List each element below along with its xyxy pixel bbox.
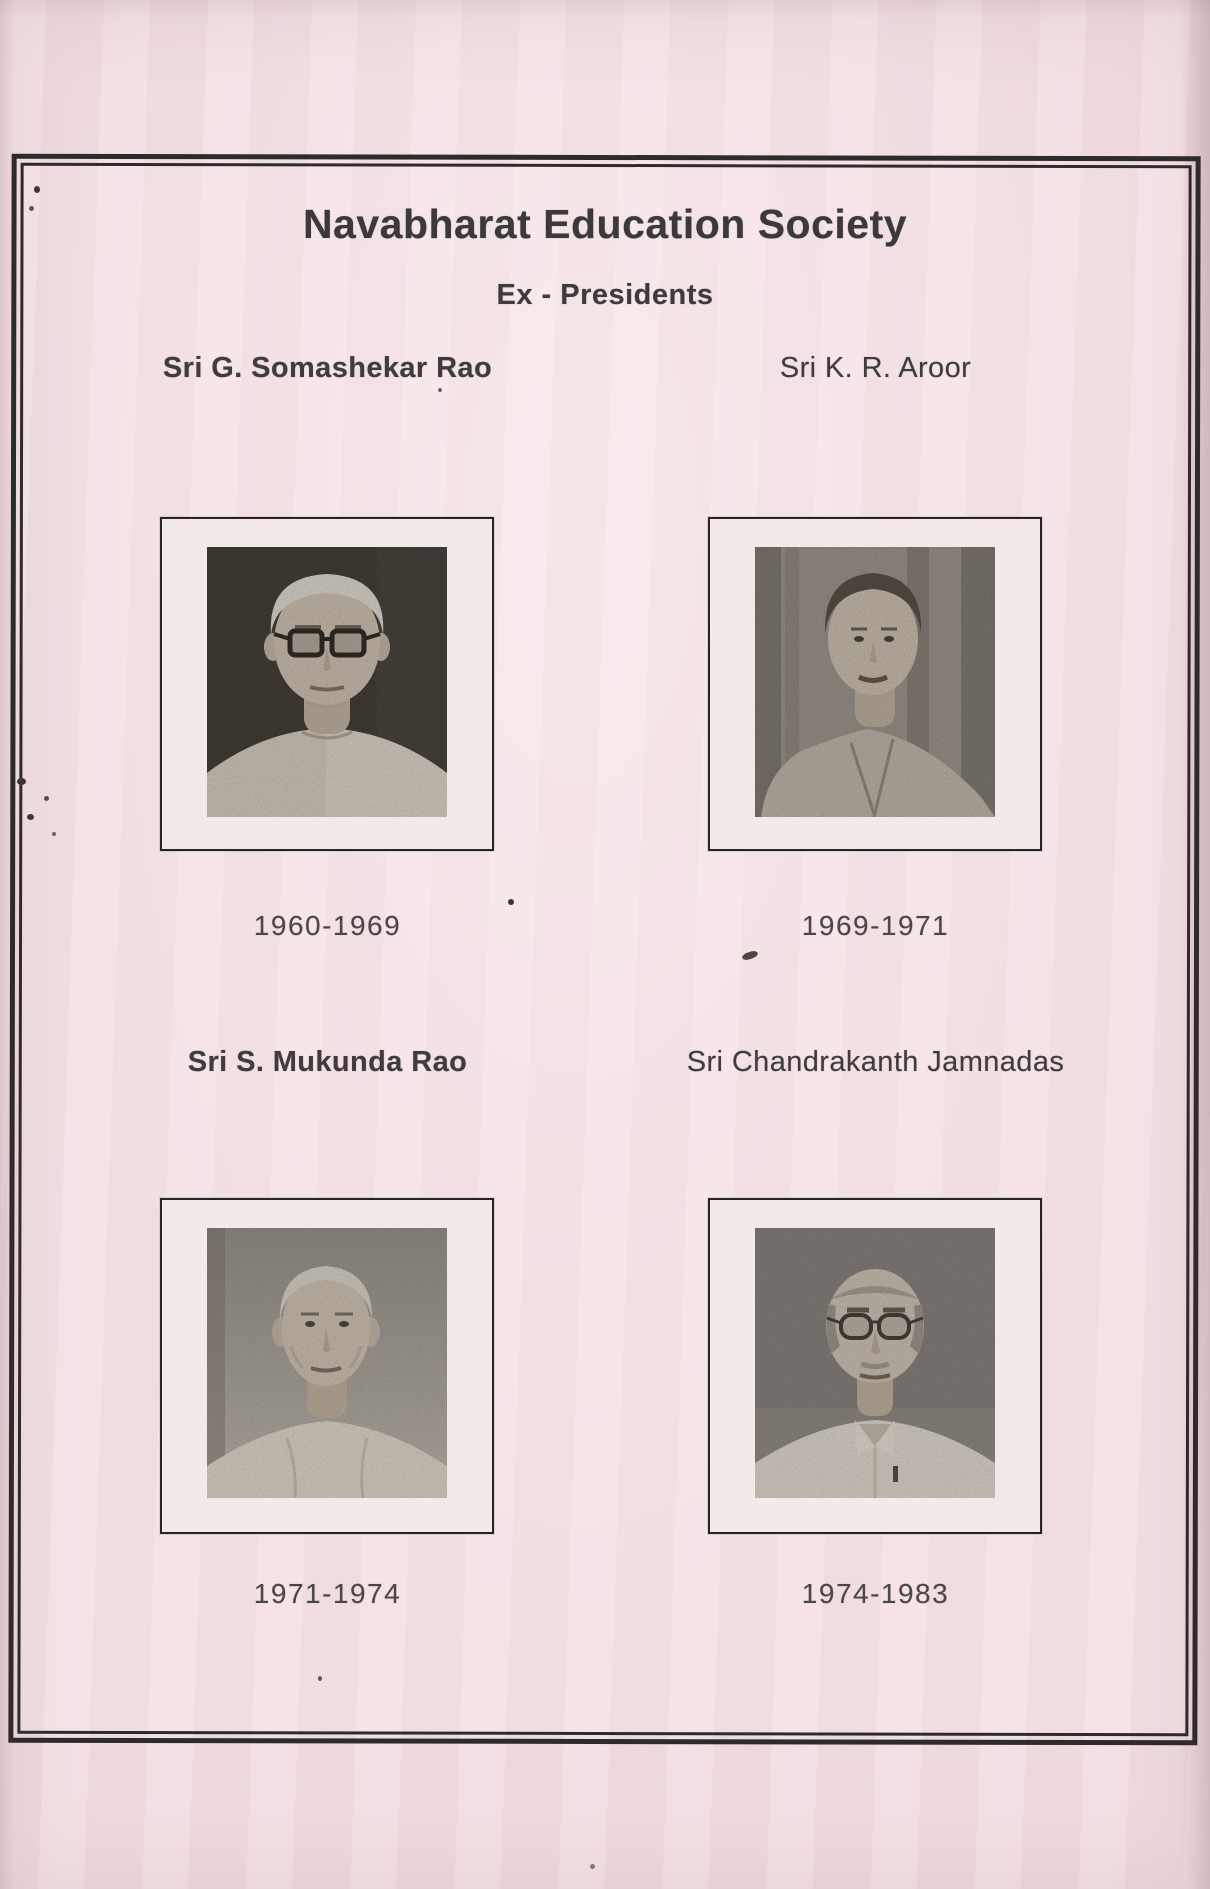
ink-speck bbox=[590, 1864, 595, 1869]
ink-speck bbox=[27, 814, 34, 820]
photo-frame-mukunda-rao bbox=[160, 1198, 494, 1534]
portrait-photo-somashekar-rao bbox=[207, 547, 447, 817]
ink-speck bbox=[52, 832, 56, 836]
portrait-photo-mukunda-rao bbox=[207, 1228, 447, 1498]
ink-speck bbox=[17, 778, 26, 785]
photo-frame-chandrakanth-jamnadas bbox=[708, 1198, 1042, 1534]
ink-speck bbox=[44, 796, 49, 801]
tenure-mukunda-rao: 1971-1974 bbox=[253, 1578, 402, 1609]
page-title: Navabharat Education Society bbox=[302, 201, 908, 247]
president-name-chandrakanth-jamnadas: Sri Chandrakanth Jamnadas bbox=[686, 1046, 1065, 1078]
ink-speck bbox=[438, 388, 442, 392]
portrait-photo-kr-aroor bbox=[755, 547, 995, 817]
president-name-somashekar-rao: Sri G. Somashekar Rao bbox=[162, 352, 493, 384]
ink-speck bbox=[508, 899, 514, 905]
photo-frame-somashekar-rao bbox=[160, 517, 494, 851]
tenure-chandrakanth-jamnadas: 1974-1983 bbox=[801, 1578, 950, 1609]
president-name-mukunda-rao: Sri S. Mukunda Rao bbox=[187, 1046, 468, 1078]
tenure-somashekar-rao: 1960-1969 bbox=[253, 910, 402, 941]
ink-speck bbox=[318, 1676, 322, 1681]
ink-speck bbox=[34, 186, 40, 193]
ink-speck bbox=[29, 206, 34, 211]
page-subtitle: Ex - Presidents bbox=[496, 279, 714, 311]
portrait-photo-chandrakanth-jamnadas bbox=[755, 1228, 995, 1498]
president-name-kr-aroor: Sri K. R. Aroor bbox=[779, 352, 972, 384]
photo-frame-kr-aroor bbox=[708, 517, 1042, 851]
tenure-kr-aroor: 1969-1971 bbox=[801, 910, 950, 941]
